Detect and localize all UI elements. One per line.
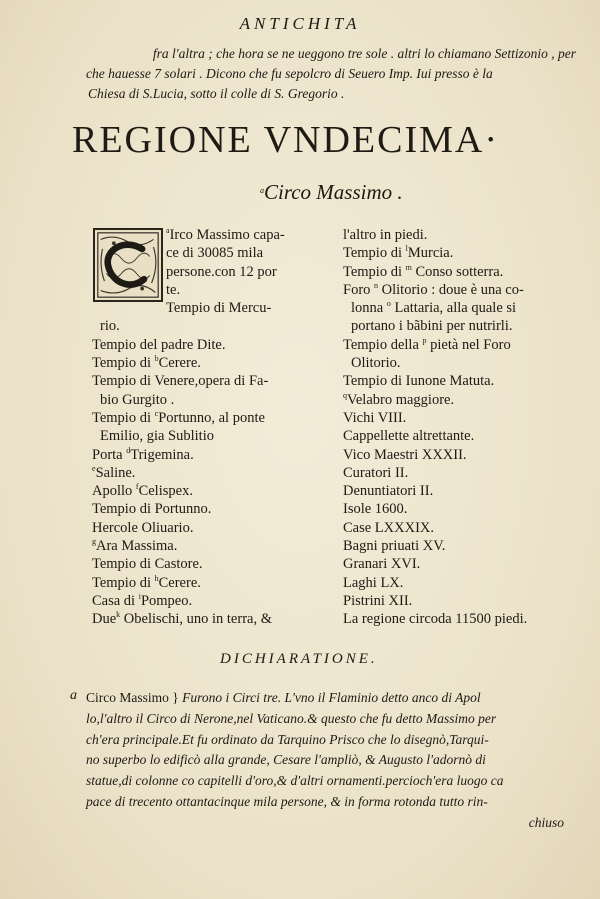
declaration-text: statue,di colonne co capitelli d'oro,& d'altri ornamenti.percioch'era luogo ca — [86, 773, 504, 789]
item-text: Bagni priuati XV. — [343, 538, 446, 555]
list-item — [343, 555, 583, 573]
note-marker: a — [260, 186, 264, 195]
list-item — [343, 317, 583, 335]
declaration-marker: a — [70, 688, 77, 703]
item-text: Olitorio : doue è una co- — [378, 281, 524, 298]
note-marker: d — [126, 445, 131, 455]
list-item — [343, 427, 583, 445]
item-text: Isole 1600. — [343, 501, 408, 518]
list-item — [92, 427, 332, 445]
item-text: Tempio di Mercu- — [166, 300, 272, 317]
list-item — [343, 519, 583, 537]
item-text: te. — [166, 281, 181, 298]
declaration-text: pace di trecento ottantacinque mila persone, & in forma rotonda tutto rin- — [86, 793, 488, 809]
list-item — [92, 226, 332, 244]
item-text: Tempio di — [343, 245, 406, 262]
item-text: Conso sotterra. — [411, 263, 504, 280]
item-text: Apollo — [92, 483, 136, 500]
list-item — [92, 299, 332, 317]
item-text: rio. — [100, 318, 120, 335]
item-text: Porta — [92, 446, 127, 463]
list-item — [92, 336, 332, 354]
continuation-text — [86, 44, 576, 104]
item-text: Hercole Oliuario. — [92, 519, 194, 536]
item-text: Tempio del padre Dite. — [92, 336, 226, 353]
item-text: Emilio, gia Sublitio — [100, 428, 214, 445]
note-marker: e — [92, 463, 96, 473]
list-item — [343, 464, 583, 482]
list-item — [343, 354, 583, 372]
note-marker: l — [405, 244, 408, 254]
item-text: l'altro in piedi. — [343, 227, 428, 243]
right-column — [343, 226, 583, 629]
list-item — [343, 336, 583, 354]
list-item — [343, 537, 583, 555]
note-marker: o — [386, 299, 391, 309]
item-text: Foro — [343, 281, 375, 298]
item-text: La regione circoda 11500 piedi. — [343, 611, 528, 628]
note-marker: h — [154, 573, 159, 583]
list-item — [92, 574, 332, 592]
list-item — [92, 446, 332, 464]
item-text: Vico Maestri XXXII. — [343, 446, 467, 463]
item-text: Obelischi, uno in terra, & — [120, 611, 272, 628]
list-item — [343, 281, 583, 299]
list-item — [92, 354, 332, 372]
list-item — [343, 610, 583, 628]
declaration-line — [86, 730, 576, 751]
list-item — [343, 372, 583, 390]
item-text: Vichi VIII. — [343, 409, 407, 426]
note-marker: n — [374, 280, 379, 290]
note-marker: a — [166, 226, 170, 235]
list-item — [92, 244, 332, 262]
declaration-line — [86, 771, 576, 792]
list-item — [92, 592, 332, 610]
item-text: Tempio di — [92, 409, 155, 426]
item-text: Tempio di — [92, 574, 155, 591]
declaration-line — [86, 688, 576, 709]
item-text: Portunno, al ponte — [158, 409, 265, 426]
item-text: Olitorio. — [351, 355, 401, 372]
item-text: portano i bãbini per nutrirli. — [351, 318, 513, 335]
item-text: Casa di — [92, 592, 139, 609]
continuation-line: fra l'altra ; che hora se ne ueggono tre sole . altri lo chiamano Settizonio , per — [152, 46, 576, 61]
declaration-body — [86, 688, 576, 834]
declaration-heading: DICHIARATIONE. — [220, 651, 378, 667]
note-marker: k — [116, 610, 121, 620]
item-text: Trigemina. — [130, 446, 194, 463]
item-text: Murcia. — [407, 245, 454, 262]
list-item — [343, 409, 583, 427]
declaration-line — [86, 709, 576, 730]
item-text: Pistrini XII. — [343, 592, 413, 609]
running-head: ANTICHITA — [239, 14, 361, 33]
declaration-text: Furono i Circi tre. L'vno il Flaminio detto anco di Apol — [182, 690, 481, 705]
list-item — [343, 226, 583, 244]
item-text: bio Gurgito . — [100, 391, 175, 408]
declaration-text: chiuso — [528, 814, 564, 830]
subtitle-text: Circo Massimo . — [264, 180, 403, 204]
continuation-line: che hauesse 7 solari . Dicono che fu sepolcro di Seuero Imp. Iui presso è la — [86, 66, 493, 81]
list-item — [343, 263, 583, 281]
note-marker: i — [138, 591, 141, 601]
item-text: lonna — [351, 300, 387, 317]
item-text: Tempio di — [92, 355, 155, 372]
list-item — [343, 500, 583, 518]
item-text: Denuntiatori II. — [343, 483, 434, 500]
note-marker: q — [343, 390, 347, 400]
list-item — [92, 500, 332, 518]
list-item — [92, 263, 332, 281]
list-item — [92, 482, 332, 500]
declaration-line — [86, 813, 576, 834]
item-text: persone.con 12 por — [166, 263, 277, 280]
list-item — [92, 555, 332, 573]
item-text: Saline. — [95, 464, 136, 481]
left-column — [92, 226, 332, 629]
region-title: REGIONE VNDECIMA· — [72, 119, 499, 161]
note-marker: m — [405, 262, 412, 272]
item-text: Irco Massimo capa- — [169, 227, 285, 243]
list-item — [92, 372, 332, 390]
list-item — [343, 574, 583, 592]
note-marker: f — [135, 482, 139, 492]
declaration-text: no superbo lo edificò alla grande, Cesare l'ampliò, & Augusto l'adornò di — [86, 752, 486, 768]
list-item — [343, 391, 583, 409]
list-item — [343, 446, 583, 464]
item-text: Tempio di Iunone Matuta. — [343, 373, 495, 390]
item-text: Lattaria, alla quale si — [390, 300, 517, 317]
declaration-text: lo,l'altro il Circo di Nerone,nel Vaticano.& questo che fu detto Massimo per — [86, 710, 497, 726]
section-subtitle — [260, 180, 403, 205]
note-marker: c — [154, 408, 159, 418]
list-item — [92, 464, 332, 482]
lemma-text: Circo Massimo } — [86, 690, 183, 705]
item-text: Tempio di Portunno. — [92, 501, 212, 518]
item-text: Granari XVI. — [343, 556, 421, 573]
continuation-line: Chiesa di S.Lucia, sotto il colle di S. Gregorio . — [88, 86, 345, 101]
item-text: Ara Massima. — [96, 538, 178, 555]
list-item — [92, 409, 332, 427]
list-item — [92, 391, 332, 409]
declaration-line — [86, 792, 576, 813]
item-text: Velabro maggiore. — [347, 391, 455, 408]
list-item — [343, 482, 583, 500]
note-marker: g — [92, 537, 96, 547]
list-item — [92, 537, 332, 555]
list-item — [343, 592, 583, 610]
item-text: Tempio di Castore. — [92, 556, 203, 573]
item-text: Celispex. — [138, 483, 193, 500]
item-text: Cerere. — [158, 355, 201, 372]
list-item — [92, 519, 332, 537]
list-item — [92, 610, 332, 628]
list-item — [343, 299, 583, 317]
note-marker: p — [422, 335, 427, 345]
declaration-text: ch'era principale.Et fu ordinato da Tarquino Prisco che lo disegnò,Tarqui- — [86, 731, 489, 747]
item-text: Tempio di Venere,opera di Fa- — [92, 373, 269, 390]
declaration-line — [86, 750, 576, 771]
item-text: Tempio della — [343, 336, 423, 353]
item-text: Tempio di — [343, 263, 406, 280]
item-text: Curatori II. — [343, 464, 409, 481]
list-item — [343, 244, 583, 262]
item-text: Case LXXXIX. — [343, 519, 435, 536]
item-text: Cerere. — [158, 574, 201, 591]
item-text: Cappellette altrettante. — [343, 428, 475, 445]
note-marker: b — [154, 354, 159, 364]
item-text: Pompeo. — [140, 592, 193, 609]
item-text: ce di 30085 mila — [166, 245, 264, 262]
list-item — [92, 281, 332, 299]
item-text: Due — [92, 611, 117, 628]
item-text: Laghi LX. — [343, 574, 404, 591]
list-item — [92, 317, 332, 335]
item-text: pietà nel Foro — [426, 336, 511, 353]
